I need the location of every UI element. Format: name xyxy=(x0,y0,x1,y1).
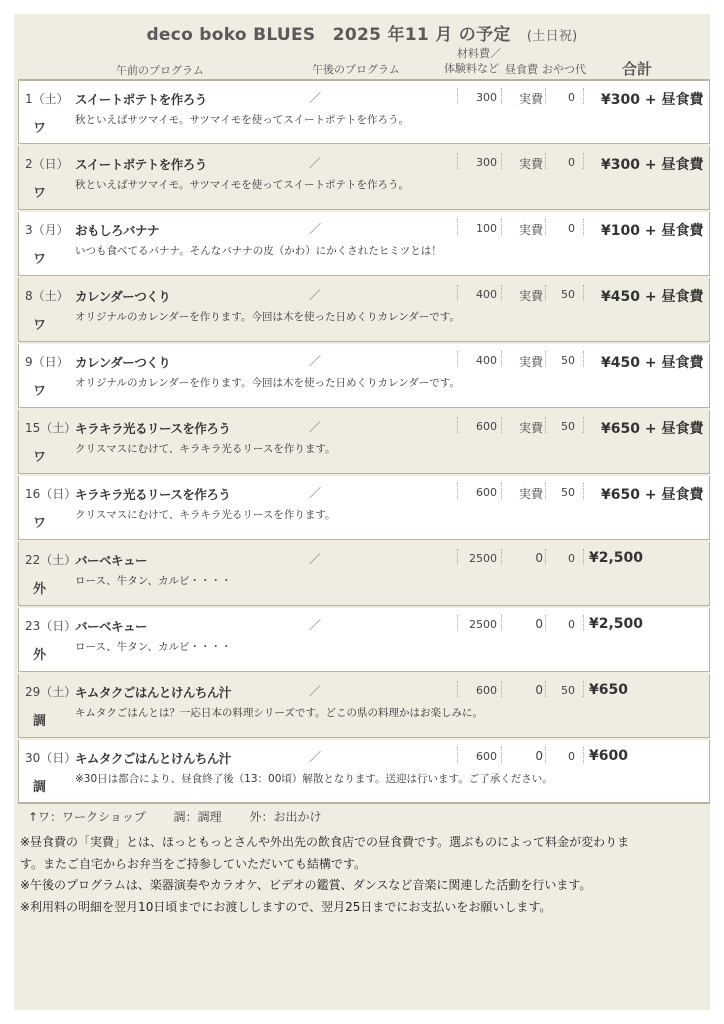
note-line: ※午後のプログラムは、楽器演奏やカラオケ、ビデオの鑑賞、ダンスなど音楽に関連した活動を行います。 xyxy=(20,878,592,892)
row-date: 16（日） xyxy=(25,487,77,501)
row-category: ワ xyxy=(33,516,47,531)
row-date: 8（土） xyxy=(25,289,69,303)
row-description: クリスマスにむけて、キラキラ光るリースを作ります。 xyxy=(75,509,336,521)
title-note: (土日祝) xyxy=(526,29,578,44)
column-separator xyxy=(583,747,584,763)
row-snack-fee: 0 xyxy=(568,750,575,763)
row-description: いつも食べてるバナナ。そんなバナナの皮（かわ）にかくされたヒミツとは！ xyxy=(75,245,442,257)
row-date: 22（土） xyxy=(25,553,77,567)
table-row xyxy=(18,344,710,408)
row-lunch-fee: 0 xyxy=(535,683,543,697)
row-material-fee: 300 xyxy=(476,156,497,169)
row-snack-fee: 0 xyxy=(568,91,575,104)
row-total: ¥300 + 昼食費 xyxy=(601,157,704,173)
row-am-program: カレンダーつくり xyxy=(75,355,171,370)
column-separator xyxy=(457,483,458,499)
row-description: ロース、牛タン、カルビ・・・・ xyxy=(75,641,232,653)
header-pm: 午後のプログラム xyxy=(312,63,400,76)
column-separator xyxy=(457,219,458,235)
column-separator xyxy=(545,88,546,104)
column-separator xyxy=(545,417,546,433)
row-lunch-fee: 0 xyxy=(535,617,543,631)
column-separator xyxy=(545,351,546,367)
table-row xyxy=(18,80,710,144)
row-pm-program: ／ xyxy=(309,288,322,302)
header-am: 午前のプログラム xyxy=(116,64,204,77)
column-separator xyxy=(545,549,546,565)
table-row xyxy=(18,278,710,342)
column-separator xyxy=(501,483,502,499)
column-separator xyxy=(545,681,546,697)
row-material-fee: 400 xyxy=(476,288,497,301)
column-separator xyxy=(501,747,502,763)
row-total: ¥650 + 昼食費 xyxy=(601,421,704,437)
row-date: 3（月） xyxy=(25,223,69,237)
row-description: ※30日は都合により、昼食終了後（13：00頃）解散となります。送迎は行います。ご了承ください。 xyxy=(75,773,553,785)
table-row xyxy=(18,542,710,606)
row-snack-fee: 50 xyxy=(561,486,575,499)
column-separator xyxy=(457,417,458,433)
column-separator xyxy=(501,615,502,631)
row-category: ワ xyxy=(33,318,47,333)
row-date: 29（土） xyxy=(25,685,77,699)
row-lunch-fee: 実費 xyxy=(518,487,543,501)
legend xyxy=(28,808,346,825)
row-category: ワ xyxy=(33,186,47,201)
row-description: オリジナルのカレンダーを作ります。今回は木を使った日めくりカレンダーです。 xyxy=(75,377,460,389)
row-lunch-fee: 実費 xyxy=(518,157,543,171)
row-am-program: バーベキュー xyxy=(75,553,148,568)
row-am-program: キムタクごはんとけんちん汁 xyxy=(75,751,231,766)
row-lunch-fee: 0 xyxy=(535,551,543,565)
table-header xyxy=(14,46,710,80)
column-separator xyxy=(545,219,546,235)
row-total: ¥2,500 xyxy=(589,616,644,632)
row-total: ¥650 xyxy=(589,682,628,698)
column-separator xyxy=(545,153,546,169)
row-material-fee: 2500 xyxy=(469,618,497,631)
row-category: ワ xyxy=(33,252,47,267)
schedule-page xyxy=(14,14,710,1010)
row-description: ロース、牛タン、カルビ・・・・ xyxy=(75,575,232,587)
column-separator xyxy=(583,417,584,433)
row-am-program: バーベキュー xyxy=(75,619,148,634)
note-line: ※昼食費の「実費」とは、ほっともっとさんや外出先の飲食店での昼食費です。選ぶものによって料金が変わりま xyxy=(20,835,630,849)
column-separator xyxy=(501,88,502,104)
row-category: 調 xyxy=(33,714,47,729)
row-am-program: スイートポテトを作ろう xyxy=(75,92,207,107)
row-snack-fee: 0 xyxy=(568,552,575,565)
row-description: 秋といえばサツマイモ。サツマイモを使ってスイートポテトを作ろう。 xyxy=(75,179,410,191)
column-separator xyxy=(457,681,458,697)
column-separator xyxy=(583,483,584,499)
column-separator xyxy=(501,417,502,433)
row-lunch-fee: 実費 xyxy=(518,355,543,369)
column-separator xyxy=(501,219,502,235)
row-snack-fee: 50 xyxy=(561,684,575,697)
row-snack-fee: 50 xyxy=(561,420,575,433)
column-separator xyxy=(457,351,458,367)
title-main: deco boko BLUES 2025 年11 月 の予定 xyxy=(146,25,511,45)
row-total: ¥100 + 昼食費 xyxy=(601,223,704,239)
row-material-fee: 600 xyxy=(476,750,497,763)
table-row xyxy=(18,410,710,474)
column-separator xyxy=(457,747,458,763)
row-pm-program: ／ xyxy=(309,552,322,566)
column-separator xyxy=(583,285,584,301)
row-description: クリスマスにむけて、キラキラ光るリースを作ります。 xyxy=(75,443,336,455)
row-material-fee: 100 xyxy=(476,222,497,235)
notes xyxy=(20,832,706,918)
row-snack-fee: 0 xyxy=(568,618,575,631)
table-row xyxy=(18,674,710,738)
row-total: ¥650 + 昼食費 xyxy=(601,487,704,503)
row-category: ワ xyxy=(33,121,47,136)
column-separator xyxy=(501,549,502,565)
row-pm-program: ／ xyxy=(309,156,322,170)
schedule-table xyxy=(18,80,710,806)
row-material-fee: 2500 xyxy=(469,552,497,565)
row-description: オリジナルのカレンダーを作ります。今回は木を使った日めくりカレンダーです。 xyxy=(75,311,460,323)
column-separator xyxy=(583,88,584,104)
column-separator xyxy=(501,351,502,367)
row-pm-program: ／ xyxy=(309,684,322,698)
row-pm-program: ／ xyxy=(309,354,322,368)
header-total: 合計 xyxy=(622,60,653,78)
row-pm-program: ／ xyxy=(309,486,322,500)
table-row xyxy=(18,146,710,210)
row-am-program: スイートポテトを作ろう xyxy=(75,157,207,172)
note-line: す。またご自宅からお弁当をご持参していただいても結構です。 xyxy=(20,856,367,871)
row-category: ワ xyxy=(33,450,47,465)
row-snack-fee: 50 xyxy=(561,354,575,367)
row-snack-fee: 0 xyxy=(568,156,575,169)
column-separator xyxy=(545,483,546,499)
row-category: 外 xyxy=(33,582,47,597)
column-separator xyxy=(457,285,458,301)
column-separator xyxy=(545,747,546,763)
column-separator xyxy=(583,681,584,697)
page-title xyxy=(14,20,710,45)
column-separator xyxy=(457,615,458,631)
header-snack: おやつ代 xyxy=(542,63,586,76)
row-description: 秋といえばサツマイモ。サツマイモを使ってスイートポテトを作ろう。 xyxy=(75,114,410,126)
row-total: ¥2,500 xyxy=(589,550,644,566)
row-category: 調 xyxy=(33,780,47,795)
table-row xyxy=(18,740,710,804)
row-category: 外 xyxy=(33,648,47,663)
column-separator xyxy=(457,153,458,169)
row-date: 9（日） xyxy=(25,355,69,369)
note-line: ※利用料の明細を翌月10日頃までにお渡ししますので、翌月25日までにお支払いをお願いします。 xyxy=(20,899,552,914)
row-am-program: カレンダーつくり xyxy=(75,289,171,304)
row-lunch-fee: 実費 xyxy=(518,289,543,303)
row-pm-program: ／ xyxy=(309,222,322,236)
row-pm-program: ／ xyxy=(309,420,322,434)
table-row xyxy=(18,608,710,672)
row-am-program: キラキラ光るリースを作ろう xyxy=(75,487,231,502)
legend-cooking: 調：調理 xyxy=(173,810,222,824)
row-lunch-fee: 0 xyxy=(535,749,543,763)
column-separator xyxy=(583,351,584,367)
row-pm-program: ／ xyxy=(309,618,322,632)
row-am-program: おもしろバナナ xyxy=(75,223,160,238)
row-lunch-fee: 実費 xyxy=(518,92,543,106)
row-material-fee: 300 xyxy=(476,91,497,104)
header-material-1: 材料費／ xyxy=(457,47,501,60)
row-category: ワ xyxy=(33,384,47,399)
legend-outing: 外：お出かけ xyxy=(249,810,322,824)
column-separator xyxy=(457,549,458,565)
row-date: 15（土） xyxy=(25,421,77,435)
column-separator xyxy=(457,88,458,104)
row-total: ¥450 + 昼食費 xyxy=(601,289,704,305)
row-pm-program: ／ xyxy=(309,750,322,764)
legend-divider xyxy=(18,802,710,803)
row-date: 30（日） xyxy=(25,751,77,765)
row-total: ¥450 + 昼食費 xyxy=(601,355,704,371)
column-separator xyxy=(583,153,584,169)
column-separator xyxy=(501,153,502,169)
column-separator xyxy=(501,681,502,697)
row-snack-fee: 0 xyxy=(568,222,575,235)
column-separator xyxy=(583,219,584,235)
row-pm-program: ／ xyxy=(309,91,322,105)
column-separator xyxy=(583,615,584,631)
row-lunch-fee: 実費 xyxy=(518,421,543,435)
row-total: ¥300 + 昼食費 xyxy=(601,92,704,108)
row-description: キムタクごはんとは？一応日本の料理シリーズです。どこの県の料理かはお楽しみに。 xyxy=(75,707,484,719)
row-material-fee: 600 xyxy=(476,420,497,433)
table-row xyxy=(18,476,710,540)
row-lunch-fee: 実費 xyxy=(518,223,543,237)
row-date: 1（土） xyxy=(25,92,69,106)
row-snack-fee: 50 xyxy=(561,288,575,301)
table-row xyxy=(18,212,710,276)
row-material-fee: 600 xyxy=(476,684,497,697)
legend-workshop: ↑ワ：ワークショップ xyxy=(28,810,146,824)
column-separator xyxy=(545,615,546,631)
column-separator xyxy=(583,549,584,565)
row-am-program: キムタクごはんとけんちん汁 xyxy=(75,685,231,700)
row-material-fee: 600 xyxy=(476,486,497,499)
header-lunch: 昼食費 xyxy=(505,63,538,76)
row-date: 23（日） xyxy=(25,619,77,633)
column-separator xyxy=(545,285,546,301)
row-total: ¥600 xyxy=(589,748,628,764)
header-material-2: 体験料など xyxy=(444,62,499,75)
row-am-program: キラキラ光るリースを作ろう xyxy=(75,421,231,436)
row-material-fee: 400 xyxy=(476,354,497,367)
row-date: 2（日） xyxy=(25,157,69,171)
column-separator xyxy=(501,285,502,301)
